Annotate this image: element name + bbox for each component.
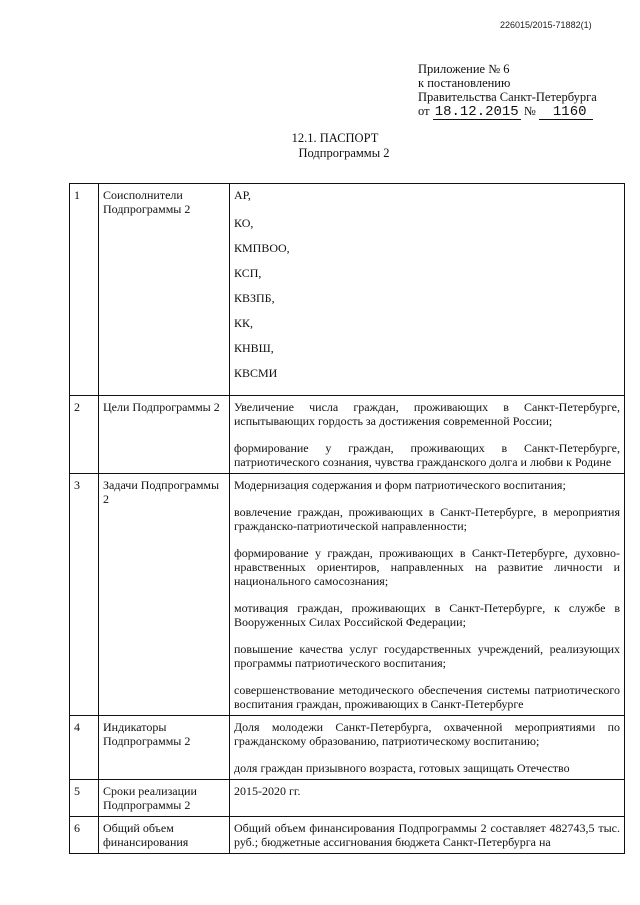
table-row (70, 184, 625, 396)
value-paragraph: АР, (234, 188, 251, 202)
value-paragraph: доля граждан призывного возраста, готовых защищать Отечество (234, 761, 570, 775)
number-prefix: № (523, 104, 536, 118)
row-value (230, 716, 625, 780)
row-name: Сроки реализации Подпрограммы 2 (99, 780, 230, 817)
value-paragraph: КО, (234, 216, 254, 230)
row-name: Общий объем финансирования (99, 817, 230, 854)
appendix-line-2: к постановлению (418, 76, 511, 90)
value-paragraph: КСП, (234, 266, 262, 280)
row-number: 1 (70, 184, 99, 396)
row-number: 4 (70, 716, 99, 780)
row-number: 3 (70, 474, 99, 716)
row-number: 6 (70, 817, 99, 854)
value-paragraph: КК, (234, 316, 254, 330)
document-title (0, 131, 640, 161)
row-value (230, 780, 625, 817)
document-number: 226015/2015-71882(1) (500, 20, 592, 30)
value-paragraph: формирование у граждан, проживающих в Санкт-Петербурге, духовно-нравственных ориентиров, направленных на развитие личности и национального самосознания; (234, 546, 620, 588)
table-row (70, 817, 625, 854)
appendix-line-3: Правительства Санкт-Петербурга (418, 90, 597, 104)
value-paragraph: повышение качества услуг государственных учреждений, реализующих программы патриотического воспитания; (234, 642, 620, 670)
row-value (230, 474, 625, 716)
appendix-block (418, 62, 597, 120)
row-name: Цели Подпрограммы 2 (99, 396, 230, 474)
value-paragraph: Общий объем финансирования Подпрограммы 2 составляет 482743,5 тыс. руб.; бюджетные ассигнования бюджета Санкт-Петербурга на (234, 821, 620, 849)
table-row (70, 396, 625, 474)
value-paragraph: КНВШ, (234, 341, 274, 355)
value-paragraph: мотивация граждан, проживающих в Санкт-Петербурге, к службе в Вооруженных Силах Российской Федерации; (234, 601, 620, 629)
value-paragraph: вовлечение граждан, проживающих в Санкт-Петербурге, в мероприятия гражданско-патриотической направленности; (234, 505, 620, 533)
value-paragraph: 2015-2020 гг. (234, 784, 301, 798)
value-paragraph: формирование у граждан, проживающих в Санкт-Петербурге, патриотического сознания, чувства гражданского долга и любви к Родине (234, 441, 620, 469)
row-number: 5 (70, 780, 99, 817)
passport-table (69, 183, 625, 854)
date-prefix: от (418, 104, 430, 118)
value-paragraph: КМПВОО, (234, 241, 290, 255)
row-name: Задачи Подпрограммы 2 (99, 474, 230, 716)
value-paragraph: КВСМИ (234, 366, 278, 380)
row-number: 2 (70, 396, 99, 474)
value-paragraph: Доля молодежи Санкт-Петербурга, охваченной мероприятиями по гражданскому образованию, патриотическому воспитанию; (234, 720, 620, 748)
row-value (230, 184, 625, 396)
value-paragraph: Увеличение числа граждан, проживающих в Санкт-Петербурге, испытывающих гордость за достижения современной России; (234, 400, 620, 428)
table-row (70, 474, 625, 716)
value-paragraph: КВЗПБ, (234, 291, 275, 305)
row-value (230, 396, 625, 474)
table-row (70, 780, 625, 817)
row-name: Соисполнители Подпрограммы 2 (99, 184, 230, 396)
value-paragraph: Модернизация содержания и форм патриотического воспитания; (234, 478, 566, 492)
title-line-2: Подпрограммы 2 (298, 146, 390, 160)
row-name: Индикаторы Подпрограммы 2 (99, 716, 230, 780)
resolution-number: 1160 (539, 105, 593, 120)
title-line-1: 12.1. ПАСПОРТ (291, 131, 379, 145)
value-paragraph: совершенствование методического обеспечения системы патриотического воспитания граждан, проживающих в Санкт-Петербурге (234, 683, 620, 711)
appendix-date-line (418, 104, 597, 120)
resolution-date: 18.12.2015 (434, 104, 519, 120)
table-row (70, 716, 625, 780)
appendix-line-1: Приложение № 6 (418, 62, 510, 76)
row-value (230, 817, 625, 854)
